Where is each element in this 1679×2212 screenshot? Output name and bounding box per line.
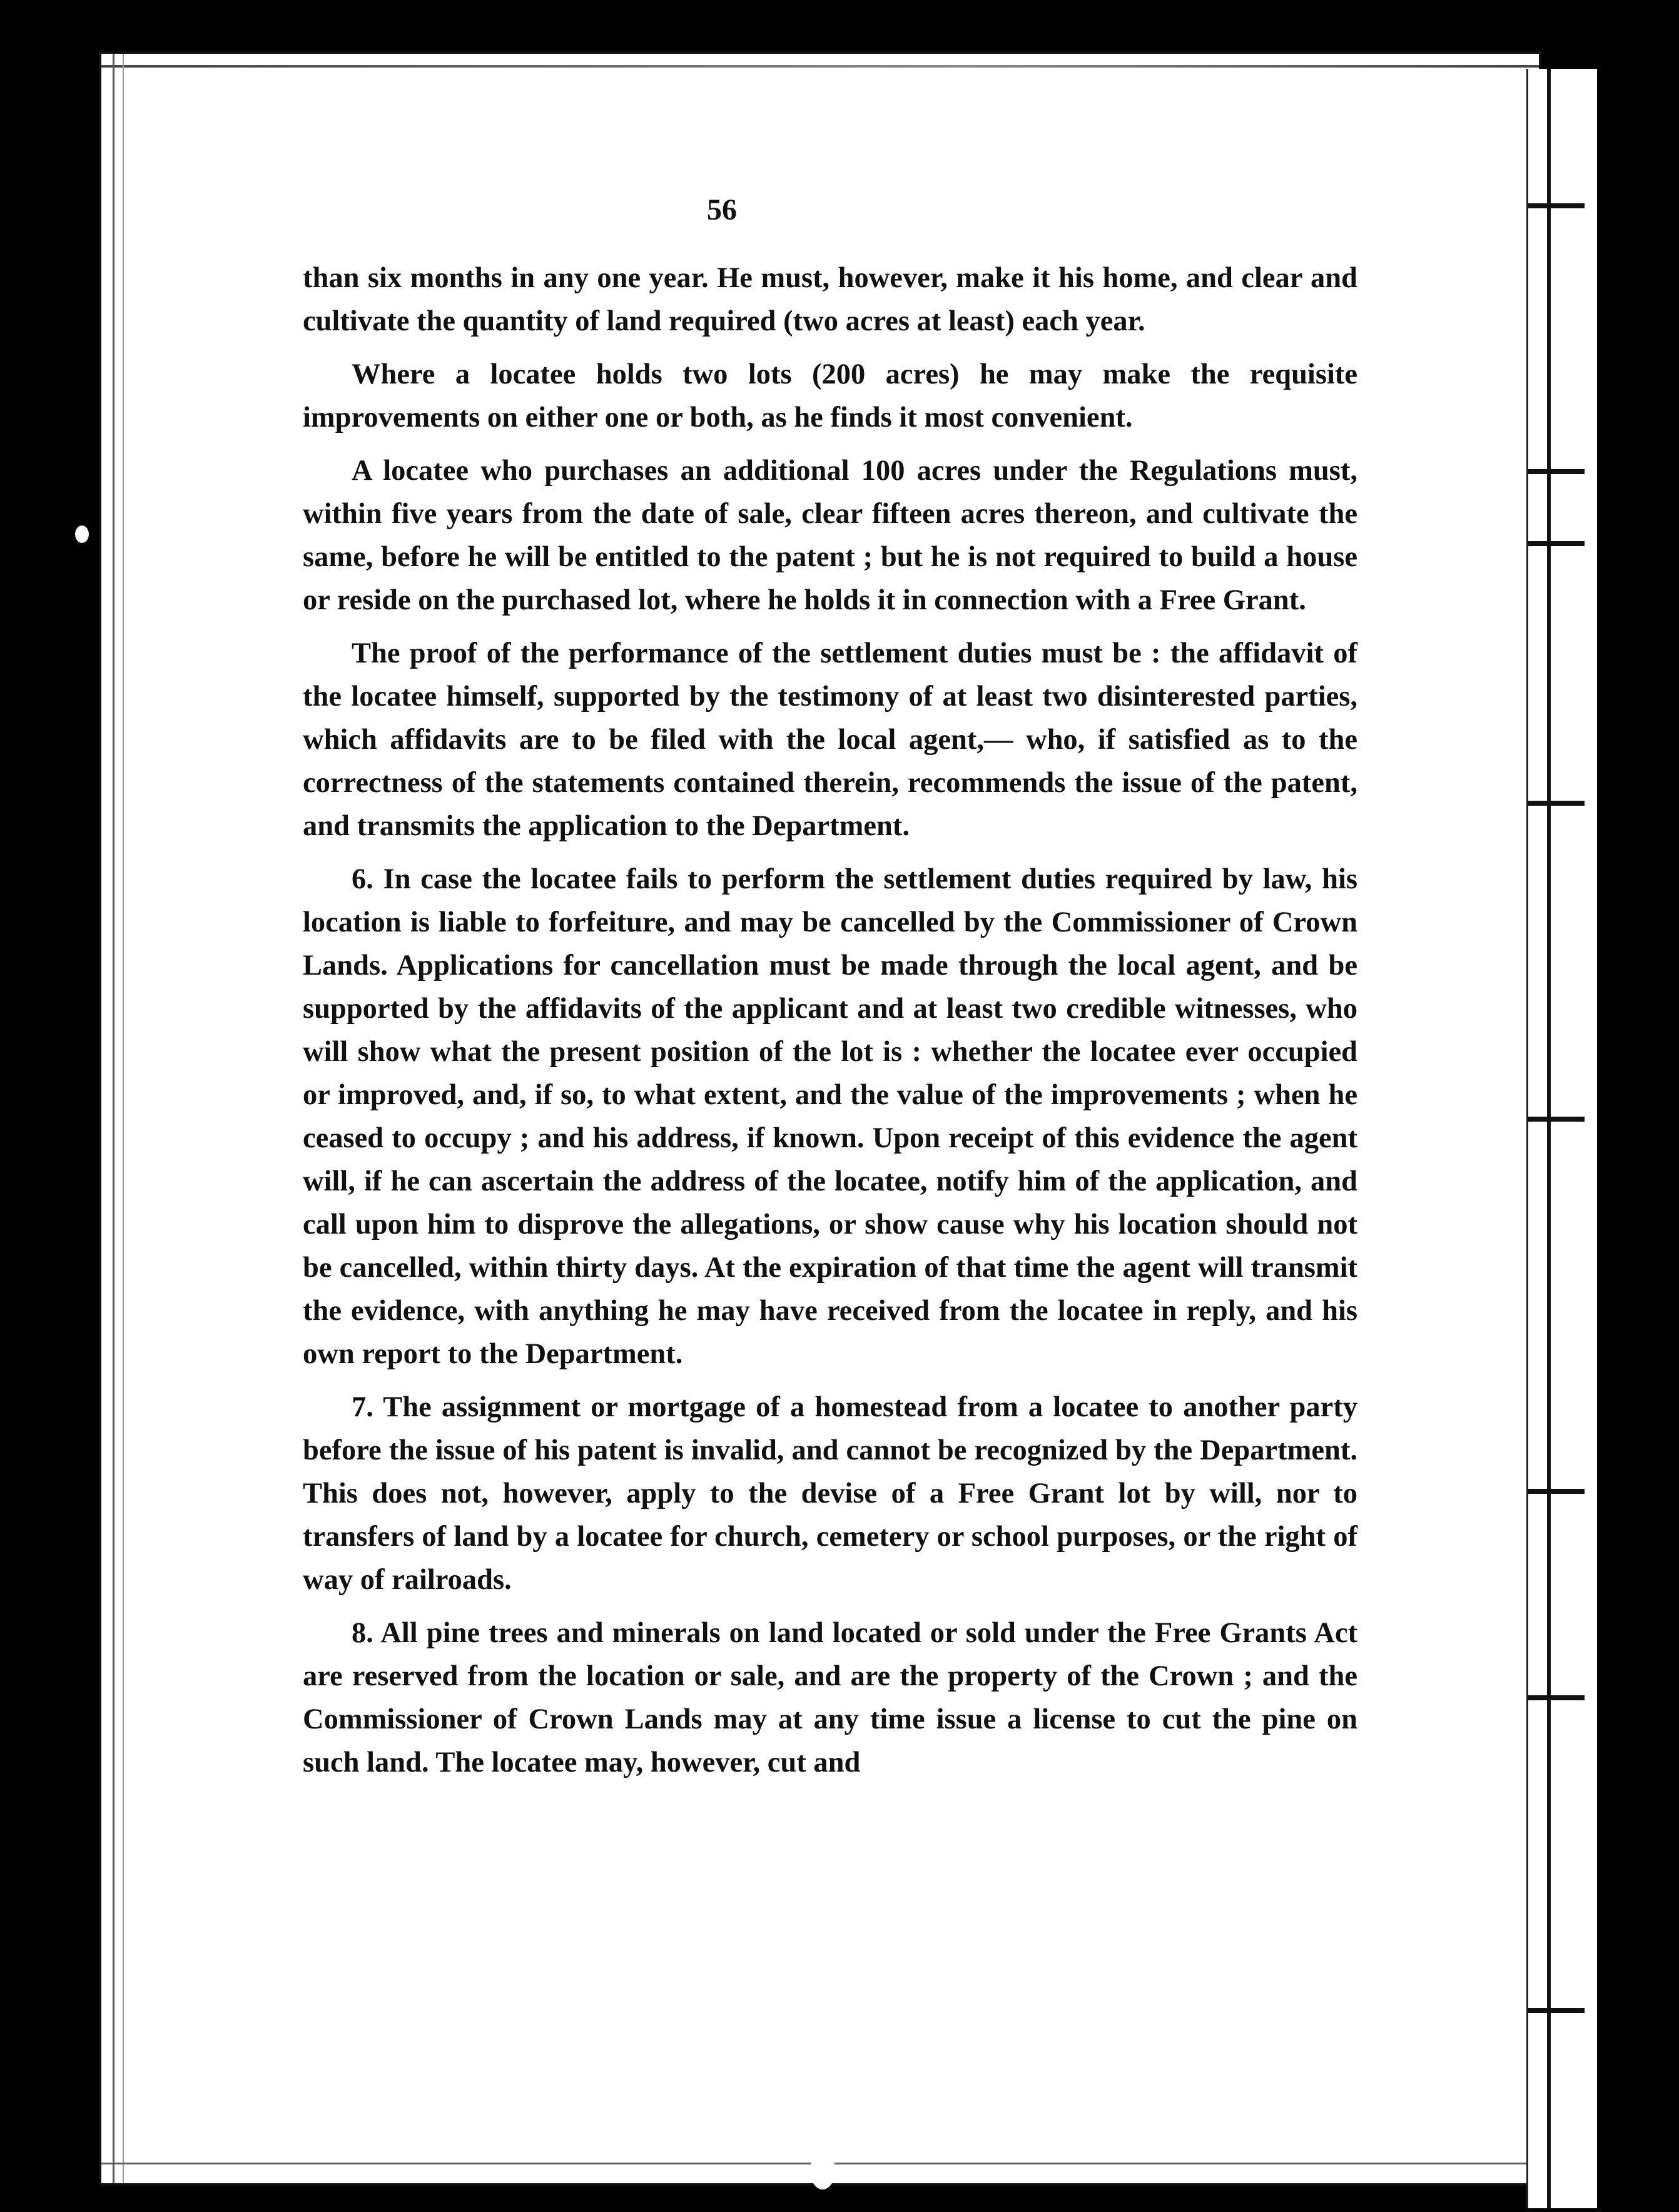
binding-spine (1526, 69, 1597, 2208)
page-edge-left (113, 54, 114, 2183)
binding-stitch (1528, 2008, 1585, 2013)
scan-speck (810, 2152, 835, 2189)
binding-stitch (1528, 469, 1585, 474)
paragraph: 8. All pine trees and minerals on land located or sold under the Free Grants Act are reserved from the location or sale, and are the property of the Crown ; and the Commissioner of Crown Lands may at any time issue a license to cut the pine on such land. The locatee may, however, cut and (303, 1617, 1357, 1778)
binding-stitch (1528, 1489, 1585, 1494)
page-number: 56 (707, 193, 737, 226)
binding-stitch (1528, 1117, 1585, 1122)
paragraph: 6. In case the locatee fails to perform the settlement duties required by law, his location is liable to forfeiture, and may be cancelled by the Commissioner of Crown Lands. Applications for cancellation must be made through the local agent, and be supported by the affidavits of the applicant and at least two credible witnesses, who will show what the present position of the lot is : whether the locatee ever occupied or improved, and, if so, to what extent, and the value of the improvements ; when he ceased to occupy ; and his address, if known. Upon receipt of this evidence the agent will, if he can ascertain the address of the locatee, notify him of the application, and call upon him to disprove the allegations, or show cause why his location should not be cancelled, within thirty days. At the expiration of that time the agent will transmit the evidence, with anything he may have received from the locatee in reply, and his own report to the Department. (303, 863, 1357, 1370)
body-text (303, 256, 1357, 1794)
paragraph: A locatee who purchases an additional 100 acres under the Regulations must, within five years from the date of sale, clear fifteen acres thereon, and cultivate the same, before he will be entitled to the patent ; but he is not required to build a house or reside on the purchased lot, where he holds it in connection with a Free Grant. (303, 455, 1357, 616)
spine-line (1547, 69, 1551, 2208)
paragraph: than six months in any one year. He must, however, make it his home, and clear and cultivate the quantity of land required (two acres at least) each year. (303, 262, 1357, 337)
page-edge-top (101, 65, 1539, 68)
page-edge-left-inner (123, 54, 124, 2183)
binding-stitch (1528, 541, 1585, 546)
binding-stitch (1528, 1695, 1585, 1700)
paragraph: Where a locatee holds two lots (200 acres) he may make the requisite improvements on either one or both, as he finds it most convenient. (303, 358, 1357, 434)
binding-stitch (1528, 801, 1585, 806)
scan-speck (75, 525, 89, 543)
paragraph: The proof of the performance of the settlement duties must be : the affidavit of the locatee himself, supported by the testimony of at least two disinterested parties, which affidavits are to be filed with the local agent,— who, if satisfied as to the correctness of the statements contained therein, recommends the issue of the patent, and transmits the application to the Department. (303, 637, 1357, 842)
binding-stitch (1528, 203, 1585, 208)
paragraph: 7. The assignment or mortgage of a homestead from a locatee to another party before the issue of his patent is invalid, and cannot be recognized by the Department. This does not, however, apply to the devise of a Free Grant lot by will, nor to transfers of land by a locatee for church, cemetery or school purposes, or the right of way of railroads. (303, 1391, 1357, 1596)
